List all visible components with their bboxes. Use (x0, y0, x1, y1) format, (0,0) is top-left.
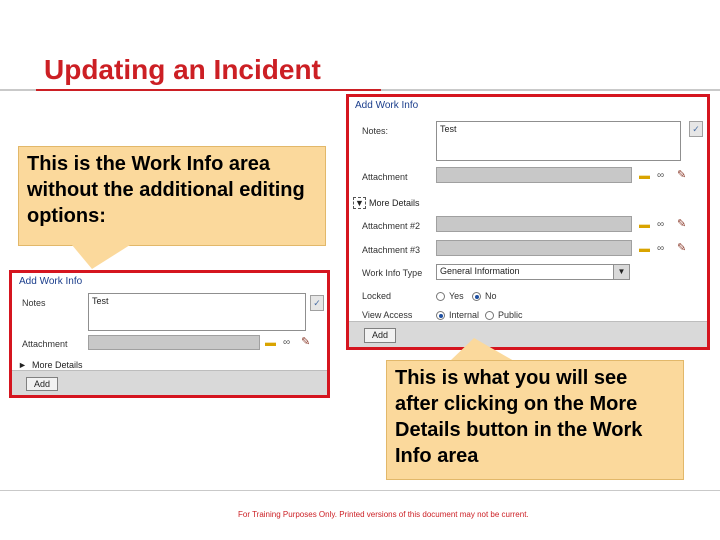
edit-icon[interactable]: ✎ (677, 169, 687, 181)
folder-icon[interactable]: ▬ (639, 243, 650, 255)
link-icon[interactable]: ∞ (283, 337, 291, 348)
attachment-label: Attachment (362, 172, 408, 182)
notes-label: Notes: (362, 126, 389, 136)
notes-label: Notes (22, 298, 46, 308)
footer-disclaimer: For Training Purposes Only. Printed versions of this document may not be current. (238, 510, 529, 519)
locked-label: Locked (362, 291, 392, 301)
view-access-public-label: Public (498, 310, 523, 320)
footer-bar (12, 370, 327, 395)
link-icon[interactable]: ∞ (657, 170, 665, 181)
locked-no-radio[interactable] (472, 292, 481, 301)
add-button[interactable]: Add (364, 328, 396, 343)
edit-icon[interactable]: ✎ (301, 336, 311, 348)
callout-left: This is the Work Info area without the additional editing options: (18, 146, 326, 246)
edit-icon[interactable]: ✎ (677, 242, 687, 254)
attachment-label: Attachment (22, 339, 68, 349)
notes-field[interactable]: Test (88, 293, 306, 331)
locked-yes-radio[interactable] (436, 292, 445, 301)
more-details-button[interactable]: More Details (369, 198, 420, 208)
spell-check-icon[interactable]: ✓ (689, 121, 703, 137)
attachment-2-label: Attachment #2 (362, 221, 421, 231)
footer-rule (0, 490, 720, 491)
folder-icon[interactable]: ▬ (265, 337, 276, 349)
folder-icon[interactable]: ▬ (639, 170, 650, 182)
title-rule-accent (36, 89, 381, 91)
triangle-right-icon[interactable]: ► (18, 360, 27, 370)
locked-yes-label: Yes (449, 291, 464, 301)
edit-icon[interactable]: ✎ (677, 218, 687, 230)
locked-no-label: No (485, 291, 497, 301)
footer-bar (349, 321, 707, 347)
more-details-button[interactable]: More Details (32, 360, 83, 370)
view-access-internal-label: Internal (449, 310, 480, 320)
attachment-field[interactable] (88, 335, 260, 350)
view-access-internal-radio[interactable] (436, 311, 445, 320)
work-info-panel-expanded (346, 94, 710, 350)
attachment-field[interactable] (436, 167, 632, 183)
folder-icon[interactable]: ▬ (639, 219, 650, 231)
work-info-type-select[interactable] (436, 264, 630, 280)
work-info-type-label: Work Info Type (362, 268, 423, 278)
panel-header: Add Work Info (19, 276, 83, 287)
link-icon[interactable]: ∞ (657, 219, 665, 230)
add-button[interactable]: Add (26, 377, 58, 391)
link-icon[interactable]: ∞ (657, 243, 665, 254)
callout-left-pointer (72, 245, 130, 269)
spell-check-icon[interactable]: ✓ (310, 295, 324, 311)
notes-field[interactable]: Test (436, 121, 681, 161)
callout-right-pointer (450, 338, 514, 361)
slide-title: Updating an Incident (44, 54, 321, 85)
work-info-type-value: General Information (440, 266, 520, 276)
triangle-down-icon[interactable]: ▼ (355, 198, 364, 208)
work-info-panel-collapsed (9, 270, 330, 398)
chevron-down-icon[interactable]: ▼ (613, 265, 629, 279)
view-access-public-radio[interactable] (485, 311, 494, 320)
attachment-3-label: Attachment #3 (362, 245, 421, 255)
attachment-3-field[interactable] (436, 240, 632, 256)
callout-right: This is what you will see after clicking on the More Details button in the Work Info area (386, 360, 684, 480)
attachment-2-field[interactable] (436, 216, 632, 232)
view-access-label: View Access (362, 310, 413, 320)
panel-header: Add Work Info (355, 100, 419, 111)
